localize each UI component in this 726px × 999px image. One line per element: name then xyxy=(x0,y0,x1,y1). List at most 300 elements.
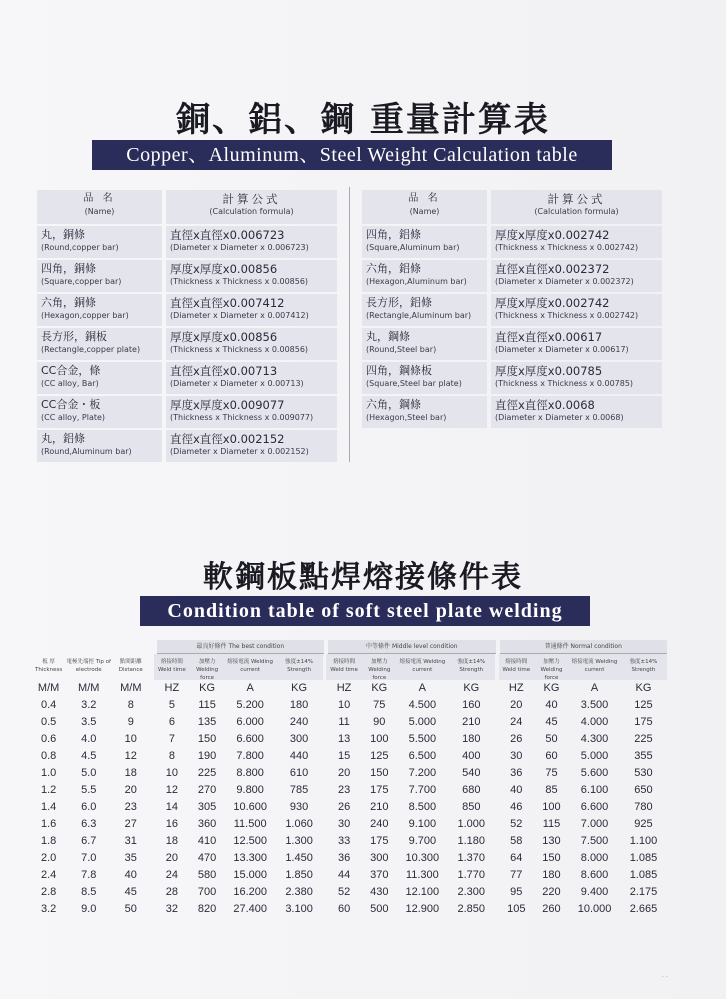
material-name-zh: 四角，銅條 xyxy=(41,262,96,275)
formula-en: (Diameter x Diameter x 0.002372) xyxy=(495,277,634,286)
table-cell: 300 xyxy=(370,852,389,864)
table-cell: 650 xyxy=(634,784,653,796)
table-cell: 27.400 xyxy=(233,903,267,915)
table-cell: 44 xyxy=(337,869,351,881)
table-cell: 1.370 xyxy=(457,852,486,864)
table-cell: KG xyxy=(371,682,388,694)
name-header-zh: 品 名 xyxy=(83,193,116,204)
name-header xyxy=(362,190,487,224)
table-cell: HZ xyxy=(508,682,524,694)
table-cell: 210 xyxy=(370,801,389,813)
table-cell: 300 xyxy=(289,733,309,745)
formula-zh: 厚度x厚度x0.009077 xyxy=(170,398,285,412)
table-cell: KG xyxy=(543,682,560,694)
table-cell: 8.800 xyxy=(236,767,264,779)
table-cell: 225 xyxy=(634,733,653,745)
table-cell: 7.500 xyxy=(580,835,609,847)
table-cell: 580 xyxy=(197,869,217,881)
table-row xyxy=(31,799,667,816)
material-name-en: (Square,copper bar) xyxy=(41,277,122,286)
formula-en: (Diameter x Diameter x 0.002152) xyxy=(170,447,309,456)
table-cell: A xyxy=(590,682,599,694)
table-cell: 2.850 xyxy=(457,903,486,915)
table-row xyxy=(31,901,667,918)
condition-column-header: 強度±14% Strength xyxy=(448,654,495,680)
page-number-mark: · · xyxy=(662,974,668,981)
table-cell: 1.6 xyxy=(40,818,57,830)
table-cell: 36 xyxy=(337,852,351,864)
table-cell: 4.300 xyxy=(580,733,609,745)
formula-header-en: (Calculation formula) xyxy=(209,207,294,216)
table-cell: 160 xyxy=(462,699,481,711)
material-name-zh: 長方形，鋁條 xyxy=(366,296,432,309)
table-cell: 240 xyxy=(289,716,309,728)
material-name-cell xyxy=(37,260,162,292)
table-cell: 3.5 xyxy=(81,716,97,728)
weight-table-row xyxy=(362,226,662,258)
table-cell: 125 xyxy=(370,750,389,762)
table-cell: 52 xyxy=(510,818,523,830)
table-cell: 500 xyxy=(370,903,389,915)
table-cell: 5.000 xyxy=(580,750,609,762)
table-row xyxy=(31,867,667,884)
table-cell: 13 xyxy=(337,733,351,745)
table-cell: 6.100 xyxy=(580,784,609,796)
table-cell: 7.800 xyxy=(236,750,264,762)
material-name-zh: 丸，鋼條 xyxy=(366,330,410,343)
table-cell: 0.4 xyxy=(40,699,57,711)
table-cell: 210 xyxy=(462,716,481,728)
table-cell: 220 xyxy=(542,886,561,898)
table-cell: 355 xyxy=(634,750,653,762)
table-cell: 3.100 xyxy=(285,903,313,915)
table-cell: 30 xyxy=(510,750,523,762)
table-cell: 5.5 xyxy=(81,784,97,796)
table-cell: 1.4 xyxy=(40,801,57,813)
table-cell: 23 xyxy=(124,801,137,813)
table-cell: 6.000 xyxy=(236,716,264,728)
formula-cell xyxy=(166,260,337,292)
table-cell: 20 xyxy=(165,852,179,864)
condition-column-header: 熔接時間 Weld time xyxy=(154,654,189,680)
weight-table-title-en: Copper、Aluminum、Steel Weight Calculation table xyxy=(92,140,612,170)
material-name-zh: 六角，銅條 xyxy=(41,296,96,309)
table-cell: 9 xyxy=(127,716,134,728)
table-cell: 680 xyxy=(462,784,481,796)
table-cell: 58 xyxy=(510,835,523,847)
weight-table-left xyxy=(37,190,337,464)
table-cell: 40 xyxy=(124,869,137,881)
table-cell: 85 xyxy=(545,784,558,796)
table-cell: 5 xyxy=(168,699,175,711)
table-cell: 60 xyxy=(337,903,351,915)
table-cell: 12.900 xyxy=(405,903,440,915)
table-cell: 8.5 xyxy=(81,886,97,898)
formula-cell xyxy=(166,362,337,394)
material-name-cell xyxy=(362,328,487,360)
table-cell: M/M xyxy=(78,682,100,694)
formula-zh: 直徑x直徑x0.006723 xyxy=(170,228,285,242)
table-cell: 2.665 xyxy=(629,903,658,915)
material-name-zh: 丸，銅條 xyxy=(41,228,85,241)
table-cell: 3.500 xyxy=(580,699,609,711)
material-name-cell xyxy=(362,294,487,326)
table-cell: 5.600 xyxy=(580,767,609,779)
weight-table-row xyxy=(37,294,337,326)
table-cell: 52 xyxy=(337,886,351,898)
table-cell: 5.000 xyxy=(408,716,437,728)
formula-header-en: (Calculation formula) xyxy=(534,207,619,216)
table-cell: 6.7 xyxy=(81,835,97,847)
formula-zh: 厚度x厚度x0.002742 xyxy=(495,296,610,310)
formula-cell xyxy=(166,226,337,258)
table-cell: KG xyxy=(463,682,480,694)
table-cell: 10 xyxy=(124,733,137,745)
formula-header xyxy=(166,190,337,224)
table-cell: 150 xyxy=(370,767,389,779)
table-cell: 26 xyxy=(337,801,351,813)
table-cell: 75 xyxy=(373,699,386,711)
material-name-en: (Hexagon,copper bar) xyxy=(41,311,129,320)
table-cell: 11 xyxy=(338,716,350,728)
condition-column-header: 強度±14% Strength xyxy=(620,654,667,680)
table-cell: 20 xyxy=(337,767,351,779)
formula-zh: 直徑x直徑x0.00617 xyxy=(495,330,603,344)
table-cell: 2.380 xyxy=(285,886,313,898)
table-cell: 8 xyxy=(127,699,134,711)
table-cell: 11.300 xyxy=(405,869,439,881)
material-name-cell xyxy=(362,362,487,394)
table-cell: KG xyxy=(199,682,216,694)
table-cell: 24 xyxy=(510,716,523,728)
table-cell: 6.3 xyxy=(81,818,97,830)
table-cell: 50 xyxy=(124,903,137,915)
table-cell: 16 xyxy=(165,818,179,830)
formula-zh: 直徑x直徑x0.007412 xyxy=(170,296,285,310)
formula-en: (Diameter x Diameter x 0.007412) xyxy=(170,311,309,320)
name-header-zh: 品 名 xyxy=(408,193,441,204)
base-column-header: 電極先端徑 Tip of electrode xyxy=(66,659,111,673)
table-cell: 6.500 xyxy=(408,750,437,762)
table-cell: 2.8 xyxy=(40,886,57,898)
table-cell: 4.0 xyxy=(81,733,97,745)
table-cell: 850 xyxy=(462,801,481,813)
table-cell: 1.770 xyxy=(457,869,486,881)
table-cell: 10 xyxy=(337,699,351,711)
condition-column-header: 熔接電流 Welding current xyxy=(397,654,448,680)
formula-en: (Thickness x Thickness x 0.00856) xyxy=(170,345,309,354)
table-cell: 36 xyxy=(510,767,523,779)
table-cell: 180 xyxy=(462,733,481,745)
table-cell: 1.085 xyxy=(629,852,658,864)
material-name-zh: 丸，鋁條 xyxy=(41,432,85,445)
table-cell: 430 xyxy=(370,886,389,898)
table-cell: 820 xyxy=(197,903,217,915)
table-cell: 24 xyxy=(165,869,179,881)
table-cell: 2.4 xyxy=(40,869,57,881)
name-header xyxy=(37,190,162,224)
condition-column-header: 加壓力 Welding force xyxy=(362,654,397,680)
weight-table-right xyxy=(362,190,662,430)
table-cell: 470 xyxy=(197,852,217,864)
material-name-en: (Hexagon,Aluminum bar) xyxy=(366,277,467,286)
weight-table-row xyxy=(37,260,337,292)
table-cell: 60 xyxy=(545,750,558,762)
material-name-en: (Round,Aluminum bar) xyxy=(41,447,132,456)
table-cell: 370 xyxy=(370,869,389,881)
material-name-cell xyxy=(362,260,487,292)
table-cell: 12 xyxy=(124,750,137,762)
formula-zh: 直徑x直徑x0.0068 xyxy=(495,398,595,412)
table-cell: 7.8 xyxy=(81,869,97,881)
table-cell: 14 xyxy=(165,801,179,813)
material-name-en: (Round,Steel bar) xyxy=(366,345,437,354)
weight-table-row xyxy=(37,226,337,258)
table-row xyxy=(31,850,667,867)
table-cell: 10.300 xyxy=(405,852,440,864)
table-cell: 780 xyxy=(634,801,653,813)
table-cell: 8.500 xyxy=(408,801,437,813)
table-cell: 260 xyxy=(542,903,561,915)
table-cell: 20 xyxy=(124,784,137,796)
table-cell: 35 xyxy=(124,852,137,864)
formula-zh: 直徑x直徑x0.002372 xyxy=(495,262,610,276)
table-cell: 31 xyxy=(124,835,137,847)
group-best-condition: 最良好條件 The best condition xyxy=(157,640,324,654)
table-cell: 1.300 xyxy=(285,835,313,847)
material-name-en: (Square,Steel bar plate) xyxy=(366,379,462,388)
table-cell: 700 xyxy=(197,886,217,898)
base-column-header: 點間距離 Distance xyxy=(118,659,143,673)
table-cell: 64 xyxy=(510,852,523,864)
table-cell: 11.500 xyxy=(233,818,267,830)
table-cell: 5.500 xyxy=(408,733,437,745)
formula-cell xyxy=(491,328,662,360)
material-name-zh: CC合金，條 xyxy=(41,364,101,377)
condition-column-header: 強度±14% Strength xyxy=(276,654,323,680)
table-cell: 0.6 xyxy=(40,733,57,745)
table-cell: 28 xyxy=(165,886,179,898)
name-header-en: (Name) xyxy=(409,207,440,216)
table-row xyxy=(31,731,667,748)
material-name-cell xyxy=(362,396,487,428)
table-cell: 8.600 xyxy=(580,869,609,881)
table-cell: 12.100 xyxy=(405,886,440,898)
table-cell: 4.500 xyxy=(408,699,437,711)
weight-table-header xyxy=(37,190,337,224)
sub-header-row xyxy=(31,654,667,680)
table-cell: 1.000 xyxy=(457,818,486,830)
table-cell: 6.600 xyxy=(236,733,264,745)
table-cell: 12 xyxy=(165,784,179,796)
table-row xyxy=(31,833,667,850)
table-cell: M/M xyxy=(37,682,60,694)
table-cell: 3.2 xyxy=(40,903,57,915)
formula-en: (Diameter x Diameter x 0.00713) xyxy=(170,379,304,388)
condition-column-header: 熔接電流 Welding current xyxy=(225,654,276,680)
weight-table-title-zh: 銅、鋁、鋼 重量計算表 xyxy=(176,100,550,140)
formula-cell xyxy=(166,430,337,462)
table-cell: 100 xyxy=(370,733,389,745)
base-column-header: 板 厚 Thickness xyxy=(35,659,63,673)
table-cell: M/M xyxy=(120,682,142,694)
table-cell: 0.8 xyxy=(40,750,57,762)
material-name-zh: 四角，鋁條 xyxy=(366,228,421,241)
material-name-cell xyxy=(37,294,162,326)
material-name-en: (Round,copper bar) xyxy=(41,243,119,252)
weight-table-row xyxy=(362,260,662,292)
table-cell: HZ xyxy=(336,682,352,694)
table-cell: 20 xyxy=(510,699,523,711)
table-cell: 180 xyxy=(289,699,309,711)
table-cell: 2.300 xyxy=(457,886,486,898)
table-row xyxy=(31,697,667,714)
table-row xyxy=(31,816,667,833)
table-cell: 7.000 xyxy=(580,818,609,830)
material-name-en: (Hexagon,Steel bar) xyxy=(366,413,447,422)
table-cell: 150 xyxy=(542,852,561,864)
table-cell: 10.600 xyxy=(233,801,267,813)
table-cell: 225 xyxy=(197,767,217,779)
table-cell: A xyxy=(246,682,254,694)
table-cell: 40 xyxy=(545,699,558,711)
table-cell: 360 xyxy=(197,818,217,830)
unit-row xyxy=(31,680,667,697)
table-cell: 7.0 xyxy=(81,852,97,864)
table-row xyxy=(31,765,667,782)
table-row xyxy=(31,884,667,901)
weight-table-row xyxy=(362,294,662,326)
table-cell: 10.000 xyxy=(577,903,612,915)
table-cell: 410 xyxy=(197,835,217,847)
table-cell: 9.100 xyxy=(408,818,437,830)
table-cell: 75 xyxy=(545,767,558,779)
table-cell: 1.8 xyxy=(40,835,57,847)
formula-en: (Thickness x Thickness x 0.00856) xyxy=(170,277,309,286)
welding-table-title-en: Condition table of soft steel plate welding xyxy=(140,596,590,626)
table-cell: 105 xyxy=(507,903,526,915)
weight-table-row xyxy=(362,396,662,428)
table-cell: 9.0 xyxy=(81,903,97,915)
table-cell: 46 xyxy=(510,801,523,813)
formula-header-zh: 計算公式 xyxy=(222,192,281,206)
table-cell: 1.450 xyxy=(285,852,313,864)
table-cell: A xyxy=(418,682,427,694)
table-cell: 15.000 xyxy=(233,869,267,881)
table-cell: 1.085 xyxy=(629,869,658,881)
table-row xyxy=(31,714,667,731)
material-name-cell xyxy=(37,362,162,394)
table-cell: 1.180 xyxy=(457,835,486,847)
material-name-en: (CC alloy, Bar) xyxy=(41,379,99,388)
table-cell: 8.000 xyxy=(580,852,609,864)
formula-zh: 厚度x厚度x0.00856 xyxy=(170,262,278,276)
table-cell: 270 xyxy=(197,784,217,796)
table-cell: 6.600 xyxy=(580,801,609,813)
table-cell: 9.800 xyxy=(236,784,264,796)
table-row xyxy=(31,748,667,765)
table-cell: 785 xyxy=(289,784,309,796)
table-cell: 33 xyxy=(337,835,351,847)
table-cell: 100 xyxy=(542,801,561,813)
table-cell: 610 xyxy=(289,767,309,779)
table-cell: 5.200 xyxy=(236,699,264,711)
table-cell: 18 xyxy=(124,767,137,779)
welding-table-title-zh: 軟鋼板點焊熔接條件表 xyxy=(203,560,523,595)
material-name-cell xyxy=(37,226,162,258)
formula-en: (Thickness x Thickness x 0.009077) xyxy=(170,413,314,422)
table-cell: 9.700 xyxy=(408,835,437,847)
table-cell: 1.2 xyxy=(40,784,57,796)
material-name-cell xyxy=(37,396,162,428)
table-cell: 6 xyxy=(168,716,175,728)
formula-cell xyxy=(166,294,337,326)
table-cell: 9.400 xyxy=(580,886,609,898)
condition-column-header: 熔接時間 Weld time xyxy=(326,654,361,680)
table-cell: 18 xyxy=(165,835,179,847)
weight-table-row xyxy=(37,430,337,462)
table-row xyxy=(31,782,667,799)
table-cell: 440 xyxy=(289,750,309,762)
table-cell: 90 xyxy=(373,716,386,728)
table-cell: 40 xyxy=(510,784,523,796)
weight-table-row xyxy=(37,328,337,360)
weight-table-header xyxy=(362,190,662,224)
group-middle-condition: 中等條件 Middle level condition xyxy=(328,640,495,654)
table-cell: 77 xyxy=(510,869,523,881)
table-cell: 540 xyxy=(462,767,481,779)
table-cell: 305 xyxy=(197,801,217,813)
formula-cell xyxy=(491,294,662,326)
table-cell: 180 xyxy=(542,869,561,881)
material-name-zh: 六角，鋼條 xyxy=(366,398,421,411)
material-name-cell xyxy=(37,328,162,360)
table-cell: 12.500 xyxy=(233,835,267,847)
table-cell: 925 xyxy=(634,818,653,830)
table-cell: 1.060 xyxy=(285,818,313,830)
table-cell: 30 xyxy=(337,818,351,830)
table-cell: 1.850 xyxy=(285,869,313,881)
formula-en: (Thickness x Thickness x 0.002742) xyxy=(495,311,639,320)
table-cell: 4.000 xyxy=(580,716,609,728)
table-cell: 175 xyxy=(634,716,653,728)
formula-zh: 厚度x厚度x0.00785 xyxy=(495,364,603,378)
table-cell: 7 xyxy=(168,733,175,745)
table-cell: 95 xyxy=(510,886,523,898)
formula-zh: 直徑x直徑x0.002152 xyxy=(170,432,285,446)
table-cell: 930 xyxy=(289,801,309,813)
group-normal-condition: 普通條件 Normal condition xyxy=(500,640,667,654)
table-cell: 26 xyxy=(510,733,523,745)
condition-column-header: 熔接時間 Weld time xyxy=(499,654,534,680)
material-name-en: (Rectangle,Aluminum bar) xyxy=(366,311,472,320)
table-cell: KG xyxy=(635,682,652,694)
table-cell: 13.300 xyxy=(233,852,267,864)
condition-column-header: 加壓力 Welding force xyxy=(534,654,569,680)
table-cell: 175 xyxy=(370,784,389,796)
table-cell: 32 xyxy=(165,903,179,915)
table-cell: 45 xyxy=(124,886,137,898)
material-name-en: (Rectangle,copper plate) xyxy=(41,345,141,354)
material-name-zh: CC合金・板 xyxy=(41,398,101,411)
table-cell: 1.0 xyxy=(40,767,57,779)
table-cell: 7.200 xyxy=(408,767,437,779)
formula-en: (Thickness x Thickness x 0.00785) xyxy=(495,379,634,388)
table-cell: 1.100 xyxy=(629,835,658,847)
formula-en: (Thickness x Thickness x 0.002742) xyxy=(495,243,639,252)
table-cell: HZ xyxy=(164,682,180,694)
group-header-row xyxy=(31,640,667,654)
